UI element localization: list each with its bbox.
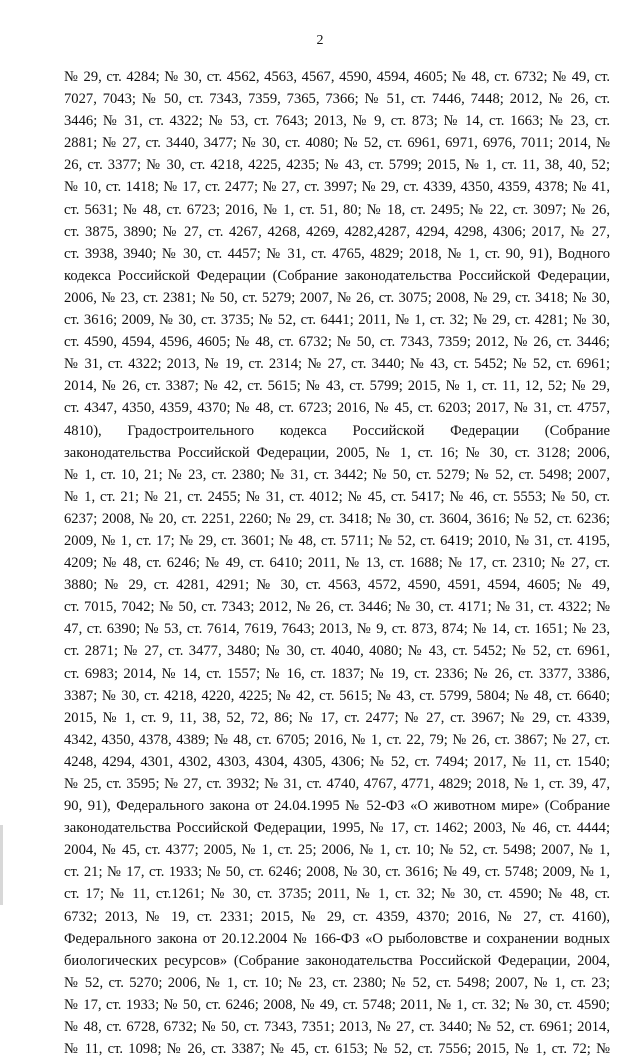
text-line: ст. 3875, 3890; № 27, ст. 4267, 4268, 4269, 4282,4287, 4294, 4298, 4306; 2017, № 27,: [64, 223, 610, 240]
text-line: № 29, ст. 4284; № 30, ст. 4562, 4563, 4567, 4590, 4594, 4605; № 48, ст. 6732; № 49, ст.: [64, 69, 610, 85]
text-line: 4810), Градостроительного кодекса Российской Федерации (Собрание: [64, 422, 610, 439]
text-line: 6732; 2013, № 19, ст. 2331; 2015, № 29, ст. 4359, 4370; 2016, № 27, ст. 4160),: [64, 908, 610, 925]
text-line: 2006, № 23, ст. 2381; № 50, ст. 5279; 2007, № 26, ст. 3075; 2008, № 29, ст. 3418; № 30,: [64, 289, 610, 306]
text-line: № 25, ст. 3595; № 27, ст. 3932; № 31, ст. 4740, 4767, 4771, 4829; 2018, № 1, ст. 39, 47,: [64, 776, 610, 792]
text-line: законодательства Российской Федерации, 2005, № 1, ст. 16; № 30, ст. 3128; 2006,: [64, 444, 610, 461]
text-line: ст. 21; № 17, ст. 1933; № 50, ст. 6246; 2008, № 30, ст. 3616; № 49, ст. 5748; 2009, № 1,: [64, 864, 610, 881]
text-line: № 10, ст. 1418; № 17, ст. 2477; № 27, ст. 3997; № 29, ст. 4339, 4350, 4359, 4378; № 41,: [64, 179, 610, 196]
text-line: 6237; 2008, № 20, ст. 2251, 2260; № 29, ст. 3418; № 30, ст. 3604, 3616; № 52, ст. 6236;: [64, 510, 610, 527]
text-line: 4209; № 48, ст. 6246; № 49, ст. 6410; 2011, № 13, ст. 1688; № 17, ст. 2310; № 27, ст.: [64, 555, 610, 572]
text-line: 90, 91), Федерального закона от 24.04.1995 № 52-ФЗ «О животном мире» (Собрание: [64, 798, 610, 815]
text-line: № 48, ст. 6728, 6732; № 50, ст. 7343, 7351; 2013, № 27, ст. 3440; № 52, ст. 6961; 2014,: [64, 1019, 610, 1036]
text-line: биологических ресурсов» (Собрание законодательства Российской Федерации, 2004,: [64, 952, 610, 969]
text-line: № 17, ст. 1933; № 50, ст. 6246; 2008, № 49, ст. 5748; 2011, № 1, ст. 32; № 30, ст. 4590;: [64, 996, 610, 1013]
text-line: ст. 17; № 11, ст.1261; № 30, ст. 3735; 2011, № 1, ст. 32; № 30, ст. 4590; № 48, ст.: [64, 886, 610, 903]
text-line: 26, ст. 3377; № 30, ст. 4218, 4225, 4235; № 43, ст. 5799; 2015, № 1, ст. 11, 38, 40, 52;: [64, 157, 610, 174]
scan-edge-mark: [0, 825, 3, 905]
text-line: 3880; № 29, ст. 4281, 4291; № 30, ст. 4563, 4572, 4590, 4591, 4594, 4605; № 49,: [64, 577, 610, 594]
text-line: ст. 3616; 2009, № 30, ст. 3735; № 52, ст. 6441; 2011, № 1, ст. 32; № 29, ст. 4281; № 30,: [64, 312, 610, 329]
text-line: законодательства Российской Федерации, 1995, № 17, ст. 1462; 2003, № 46, ст. 4444;: [64, 820, 610, 837]
text-line: ст. 3938, 3940; № 30, ст. 4457; № 31, ст. 4765, 4829; 2018, № 1, ст. 90, 91), Водного: [64, 245, 610, 262]
text-line: № 31, ст. 4322; 2013, № 19, ст. 2314; № 27, ст. 3440; № 43, ст. 5452; № 52, ст. 6961;: [64, 356, 610, 373]
text-line: 2014, № 26, ст. 3387; № 42, ст. 5615; № 43, ст. 5799; 2015, № 1, ст. 11, 12, 52; № 29,: [64, 378, 610, 395]
text-line: кодекса Российской Федерации (Собрание законодательства Российской Федерации,: [64, 267, 610, 284]
text-line: ст. 2871; № 27, ст. 3477, 3480; № 30, ст. 4040, 4080; № 43, ст. 5452; № 52, ст. 6961,: [64, 643, 610, 660]
text-line: ст. 6983; 2014, № 14, ст. 1557; № 16, ст. 1837; № 19, ст. 2336; № 26, ст. 3377, 3386,: [64, 665, 610, 682]
text-line: 47, ст. 6390; № 53, ст. 7614, 7619, 7643; 2013, № 9, ст. 873, 874; № 14, ст. 1651; № 23,: [64, 621, 610, 638]
text-line: № 1, ст. 21; № 21, ст. 2455; № 31, ст. 4012; № 45, ст. 5417; № 46, ст. 5553; № 50, ст.: [64, 488, 610, 505]
text-line: № 11, ст. 1098; № 26, ст. 3387; № 45, ст. 6153; № 52, ст. 7556; 2015, № 1, ст. 72; №: [64, 1041, 610, 1058]
text-line: № 52, ст. 5270; 2006, № 1, ст. 10; № 23, ст. 2380; № 52, ст. 5498; 2007, № 1, ст. 23;: [64, 974, 610, 991]
text-line: ст. 5631; № 48, ст. 6723; 2016, № 1, ст. 51, 80; № 18, ст. 2495; № 22, ст. 3097; № 26,: [64, 201, 610, 218]
text-line: 3446; № 31, ст. 4322; № 53, ст. 7643; 2013, № 9, ст. 873; № 14, ст. 1663; № 23, ст.: [64, 113, 610, 130]
text-line: 2881; № 27, ст. 3440, 3477; № 30, ст. 4080; № 52, ст. 6961, 6971, 6976, 7011; 2014, №: [64, 135, 610, 152]
text-line: 4248, 4294, 4301, 4302, 4303, 4304, 4305, 4306; № 52, ст. 7494; 2017, № 11, ст. 1540;: [64, 753, 610, 770]
text-line: 7027, 7043; № 50, ст. 7343, 7359, 7365, 7366; № 51, ст. 7446, 7448; 2012, № 26, ст.: [64, 91, 610, 108]
text-line: 3387; № 30, ст. 4218, 4220, 4225; № 42, ст. 5615; № 43, ст. 5799, 5804; № 48, ст. 6640;: [64, 687, 610, 704]
text-line: ст. 4347, 4350, 4359, 4370; № 48, ст. 6723; 2016, № 45, ст. 6203; 2017, № 31, ст. 4757,: [64, 400, 610, 417]
text-line: 2009, № 1, ст. 17; № 29, ст. 3601; № 48, ст. 5711; № 52, ст. 6419; 2010, № 31, ст. 4195,: [64, 532, 610, 549]
text-line: № 1, ст. 10, 21; № 23, ст. 2380; № 31, ст. 3442; № 50, ст. 5279; № 52, ст. 5498; 2007,: [64, 466, 610, 483]
text-line: ст. 4590, 4594, 4596, 4605; № 48, ст. 6732; № 50, ст. 7343, 7359; 2012, № 26, ст. 3446;: [64, 334, 610, 351]
text-line: 4342, 4350, 4378, 4389; № 48, ст. 6705; 2016, № 1, ст. 22, 79; № 26, ст. 3867; № 27, ст.: [64, 731, 610, 748]
text-line: ст. 7015, 7042; № 50, ст. 7343; 2012, № 26, ст. 3446; № 30, ст. 4171; № 31, ст. 4322; №: [64, 599, 610, 616]
text-line: 2015, № 1, ст. 9, 11, 38, 52, 72, 86; № 17, ст. 2477; № 27, ст. 3967; № 29, ст. 4339,: [64, 709, 610, 726]
text-line: Федерального закона от 20.12.2004 № 166-ФЗ «О рыболовстве и сохранении водных: [64, 930, 610, 947]
text-line: 2004, № 45, ст. 4377; 2005, № 1, ст. 25; 2006, № 1, ст. 10; № 52, ст. 5498; 2007, № 1,: [64, 842, 610, 859]
page-number: 2: [316, 33, 324, 48]
body-text: [64, 66, 610, 1060]
